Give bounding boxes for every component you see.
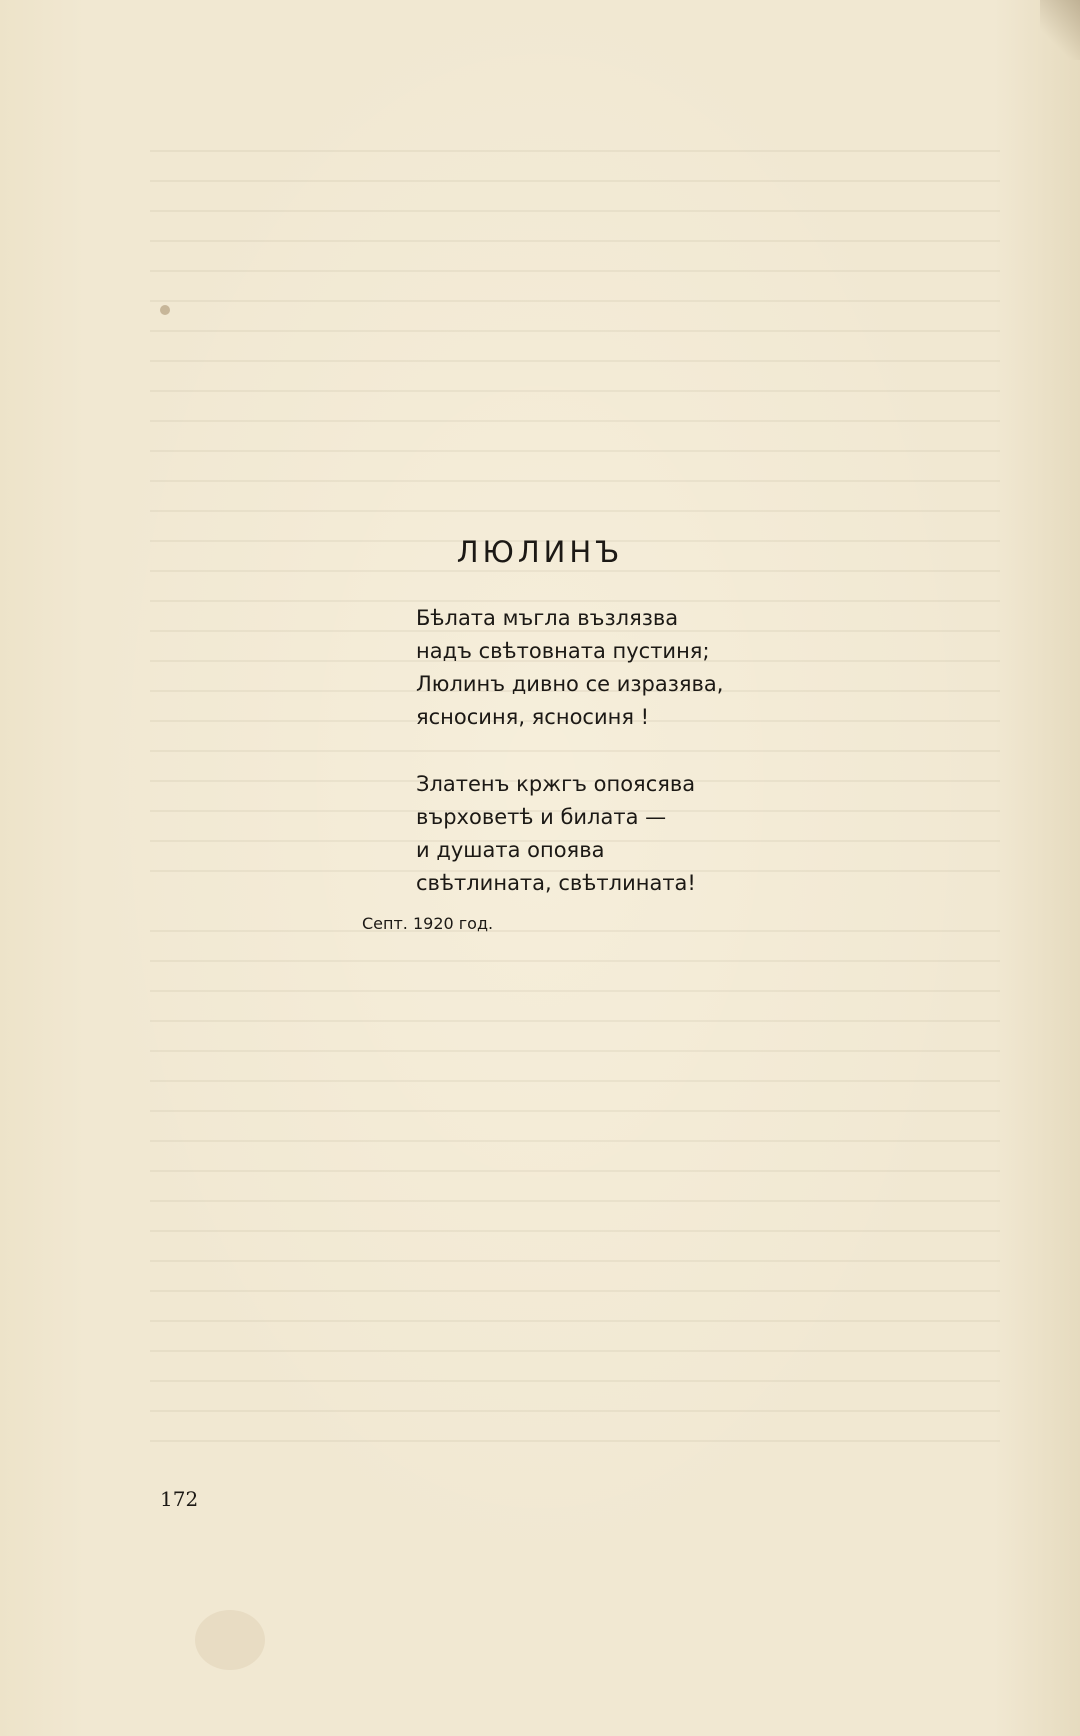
poem-line: Бѣлата мъгла възлязва	[416, 606, 679, 630]
poem-title: ЛЮЛИНЪ	[456, 535, 624, 569]
page-corner-fold	[1040, 0, 1080, 60]
poem-stanza-2	[416, 768, 696, 900]
poem-stanza-1	[416, 602, 723, 734]
poem-line: свѣтлината, свѣтлината!	[416, 871, 696, 895]
poem-date: Септ. 1920 год.	[362, 914, 494, 933]
page-number: 172	[160, 1487, 199, 1511]
poem-line: ясносиня, ясносиня !	[416, 705, 650, 729]
poem-line: и душата опоява	[416, 838, 605, 862]
poem-line: Люлинъ дивно се изразява,	[416, 672, 724, 696]
poem-line: върховетѣ и билата —	[416, 805, 667, 829]
poem-line: надъ свѣтовната пустиня;	[416, 639, 710, 663]
poem-line: Златенъ кржгъ опоясява	[416, 772, 696, 796]
